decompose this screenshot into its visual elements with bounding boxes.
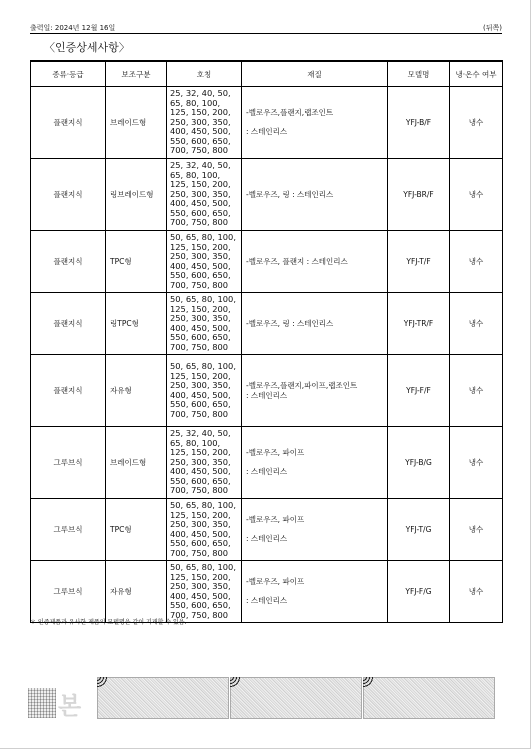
sub-type-cell: 자유형	[106, 355, 167, 427]
security-pattern-box	[230, 677, 362, 719]
water-cell: 냉수	[450, 87, 503, 159]
material-line: : 스테인리스	[246, 596, 288, 605]
corner-mark-icon	[230, 677, 244, 691]
table-header-row	[31, 61, 503, 87]
sub-type-cell: 브레이드형	[106, 427, 167, 499]
size-cell: 50, 65, 80, 100, 125, 150, 200, 250, 300, 350, 400, 450, 500, 550, 600, 650, 700, 750, 800	[167, 499, 242, 561]
model-cell: YFJ-T/G	[388, 499, 450, 561]
qr-pattern-icon	[28, 688, 56, 718]
material-line: -벨로우즈, 파이프	[246, 515, 305, 524]
size-cell: 50, 65, 80, 100, 125, 150, 200, 250, 300, 350, 400, 450, 500, 550, 600, 650, 700, 750, 800	[167, 293, 242, 355]
material-line: : 스테인리스	[246, 534, 288, 543]
corner-mark-icon	[363, 677, 377, 691]
type-cell: 플랜지식	[31, 231, 106, 293]
table-row	[31, 293, 503, 355]
material-cell	[242, 499, 388, 561]
size-cell: 50, 65, 80, 100, 125, 150, 200, 250, 300, 350, 400, 450, 500, 550, 600, 650, 700, 750, 800	[167, 355, 242, 427]
print-date: 출력일: 2024년 12월 16일	[30, 24, 116, 32]
model-cell: YFJ-TR/F	[388, 293, 450, 355]
table-row	[31, 427, 503, 499]
type-cell: 플랜지식	[31, 159, 106, 231]
material-cell	[242, 293, 388, 355]
type-cell: 그루브식	[31, 561, 106, 623]
material-cell	[242, 231, 388, 293]
material-line: -벨로우즈, 링 : 스테인리스	[246, 318, 334, 328]
sub-type-cell: 자유형	[106, 561, 167, 623]
security-pattern-box	[97, 677, 229, 719]
sub-type-cell: TPC형	[106, 499, 167, 561]
material-cell	[242, 427, 388, 499]
water-cell: 냉수	[450, 499, 503, 561]
material-cell	[242, 355, 388, 427]
material-line: -벨로우즈, 링 : 스테인리스	[246, 189, 334, 199]
certification-table	[30, 60, 503, 623]
header-divider	[30, 33, 502, 34]
size-cell: 50, 65, 80, 100, 125, 150, 200, 250, 300, 350, 400, 450, 500, 550, 600, 650, 700, 750, 800	[167, 231, 242, 293]
size-cell: 25, 32, 40, 50, 65, 80, 100, 125, 150, 200, 250, 300, 350, 400, 450, 500, 550, 600, 650, 700, 750, 800	[167, 87, 242, 159]
type-cell: 플랜지식	[31, 87, 106, 159]
size-cell: 50, 65, 80, 100, 125, 150, 200, 250, 300, 350, 400, 450, 500, 550, 600, 650, 700, 750, 800	[167, 561, 242, 623]
model-cell: YFJ-B/F	[388, 87, 450, 159]
material-line	[246, 118, 387, 127]
model-cell: YFJ-BR/F	[388, 159, 450, 231]
model-cell: YFJ-T/F	[388, 231, 450, 293]
sub-type-cell: 링브레이드형	[106, 159, 167, 231]
column-header-size: 호칭	[167, 61, 242, 87]
material-line: -벨로우즈, 파이프	[246, 448, 305, 457]
column-header-type: 종류·등급	[31, 61, 106, 87]
material-line: : 스테인리스	[246, 467, 288, 476]
type-cell: 플랜지식	[31, 293, 106, 355]
security-pattern-box	[363, 677, 495, 719]
type-cell: 플랜지식	[31, 355, 106, 427]
material-line: -벨로우즈, 플랜지 : 스테인리스	[246, 256, 348, 266]
model-cell: YFJ-B/G	[388, 427, 450, 499]
water-cell: 냉수	[450, 159, 503, 231]
model-cell: YFJ-F/G	[388, 561, 450, 623]
column-header-model: 모델명	[388, 61, 450, 87]
water-cell: 냉수	[450, 355, 503, 427]
material-line: -벨로우즈,플랜지,랩조인트	[246, 108, 334, 117]
column-header-water: 냉·온수 여부	[450, 61, 503, 87]
material-line	[246, 525, 387, 534]
table-row	[31, 499, 503, 561]
material-line: -벨로우즈, 파이프	[246, 577, 305, 586]
material-cell	[242, 561, 388, 623]
footnote: ＊ 인증제품과 유사한 제품의 모델명은 같이 기재할 수 있음.	[30, 619, 187, 626]
material-line: : 스테인리스	[246, 127, 288, 136]
section-title: 〈인증상세사항〉	[44, 41, 130, 54]
water-cell: 냉수	[450, 231, 503, 293]
type-cell: 그루브식	[31, 499, 106, 561]
water-cell: 냉수	[450, 293, 503, 355]
table-row	[31, 87, 503, 159]
document-stamp-logo	[28, 688, 86, 718]
table-row	[31, 159, 503, 231]
type-cell: 그루브식	[31, 427, 106, 499]
column-header-material: 재질	[242, 61, 388, 87]
sub-type-cell: 브레이드형	[106, 87, 167, 159]
material-line	[246, 587, 387, 596]
water-cell: 냉수	[450, 561, 503, 623]
material-line: : 스테인리스	[246, 390, 288, 400]
size-cell: 25, 32, 40, 50, 65, 80, 100, 125, 150, 200, 250, 300, 350, 400, 450, 500, 550, 600, 650, 700, 750, 800	[167, 159, 242, 231]
column-header-sub: 보조구분	[106, 61, 167, 87]
page-side-label: (뒤쪽)	[483, 24, 502, 32]
corner-mark-icon	[97, 677, 111, 691]
material-cell	[242, 87, 388, 159]
logo-character: 본	[58, 692, 82, 720]
water-cell: 냉수	[450, 427, 503, 499]
sub-type-cell: TPC형	[106, 231, 167, 293]
sub-type-cell: 링TPC형	[106, 293, 167, 355]
table-row	[31, 561, 503, 623]
material-line: -벨로우즈,플랜지,파이프,랩조인트	[246, 380, 358, 390]
size-cell: 25, 32, 40, 50, 65, 80, 100, 125, 150, 200, 250, 300, 350, 400, 450, 500, 550, 600, 650, 700, 750, 800	[167, 427, 242, 499]
table-row	[31, 231, 503, 293]
table-row	[31, 355, 503, 427]
material-cell	[242, 159, 388, 231]
material-line	[246, 458, 387, 467]
model-cell: YFJ-F/F	[388, 355, 450, 427]
